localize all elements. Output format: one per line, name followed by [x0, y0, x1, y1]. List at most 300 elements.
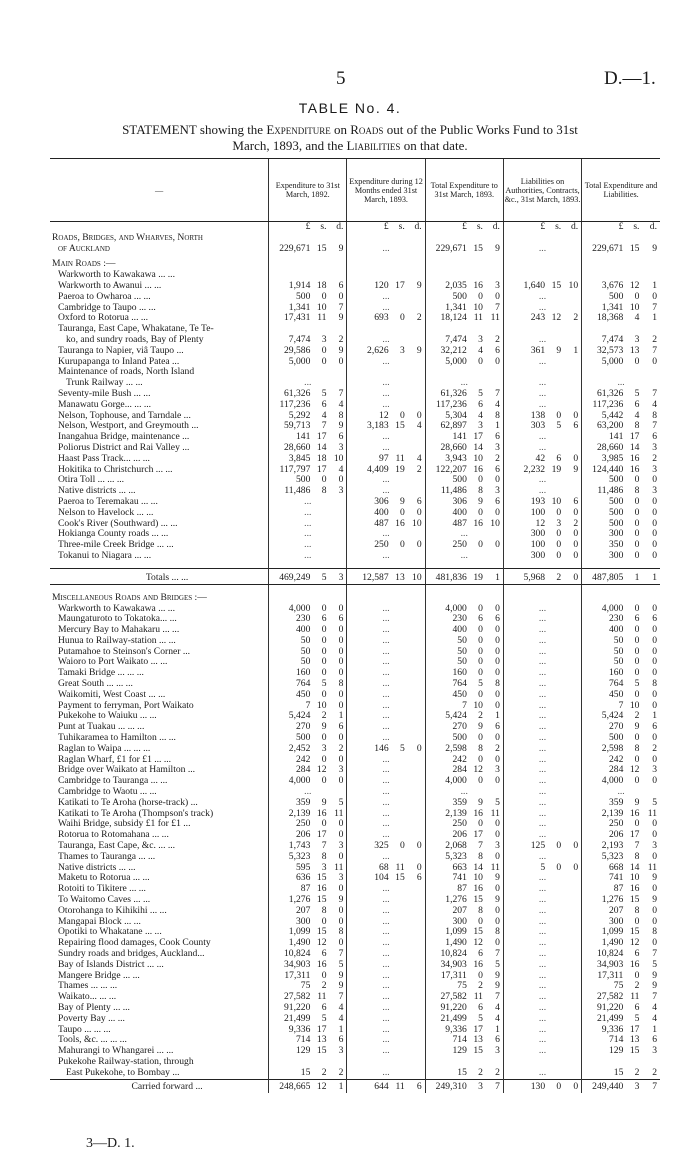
cell-c1-pence: 6 [338, 722, 344, 733]
cell-c5-pounds: 400 [582, 625, 626, 636]
cell-c1-pounds: 500 [269, 475, 313, 486]
cell-c2-shillings: 16 [395, 518, 405, 529]
cell-c4-pence: 0 [573, 529, 579, 540]
unit-pence: d. [492, 221, 500, 232]
cell-c3-pence: 0 [495, 475, 500, 486]
cell-c4-pounds: 5,968 [503, 568, 547, 584]
cell-c3-pence: 11 [490, 313, 500, 324]
misc-road-row [50, 733, 660, 744]
statement-text: March, 1893, and the [232, 138, 344, 153]
sheet-signature: 3—D. 1. [86, 1136, 135, 1151]
misc-road-name: Katikati to Te Aroha (Thompson's track) [58, 808, 214, 819]
main-road-name: Trunk Railway ... ... [66, 378, 143, 389]
cell-c3-pence: 5 [495, 797, 500, 808]
main-road-row [50, 400, 660, 411]
cell-c1-shillings: 0 [321, 291, 327, 302]
cell-c5-pence: 7 [641, 1079, 660, 1093]
cell-c1-pounds: 284 [269, 765, 313, 776]
cell-c5-shillings: 9 [634, 797, 640, 808]
cell-c3-shillings: 16 [473, 518, 483, 529]
cell-c3-pounds: 61,326 [425, 389, 469, 400]
cell-c4-nil: ... [503, 244, 581, 255]
cell-c4-nil: ... [503, 657, 581, 668]
cell-c2-pounds: 68 [347, 863, 391, 874]
cell-c1-pence: 3 [328, 568, 346, 584]
misc-road-name: Raglan Wharf, £1 for £1 ... ... [58, 754, 172, 765]
cell-c1-pence: 0 [338, 668, 344, 679]
cell-c3-pence: 4 [495, 1002, 500, 1013]
cell-c3-pence: 9 [495, 981, 500, 992]
cell-c4-nil: ... [503, 1046, 581, 1057]
cell-c5-shillings: 0 [634, 540, 640, 551]
misc-road-row [50, 647, 660, 658]
cell-c1-shillings: 0 [321, 635, 327, 646]
unit-pounds: £ [503, 222, 547, 233]
main-road-row [50, 421, 660, 432]
column-header-exp-12-months: Expenditure during 12 Months ended 31st March, 1893. [347, 159, 425, 222]
misc-road-row [50, 668, 660, 679]
cell-c4-nil: ... [503, 917, 581, 928]
cell-c3-pence: 1 [495, 421, 500, 432]
cell-c4-pence: 0 [563, 568, 581, 584]
cell-c3-pounds: 229,671 [425, 244, 469, 255]
cell-c5-pence: 2 [652, 1067, 657, 1078]
misc-road-name: Mercury Bay to Mahakaru ... ... [58, 625, 180, 636]
cell-c1-pounds: 50 [269, 657, 313, 668]
cell-c5-pence: 0 [652, 851, 657, 862]
cell-c5-pounds: 764 [582, 679, 626, 690]
cell-c2-nil: ... [347, 701, 425, 712]
cell-c1-pounds: 300 [269, 917, 313, 928]
misc-road-row [50, 711, 660, 722]
cell-c4-nil: ... [503, 971, 581, 982]
cell-c3-pounds: 34,903 [425, 960, 469, 971]
cell-c2-shillings: 0 [399, 313, 405, 324]
cell-c3-shillings: 3 [478, 421, 483, 432]
cell-c1-pence: 0 [338, 603, 344, 614]
cell-c3-shillings: 5 [478, 679, 483, 690]
cell-c3-pounds: 122,207 [425, 465, 469, 476]
cell-c1-pence: 3 [338, 486, 344, 497]
cell-c5-nil: ... [582, 378, 660, 389]
cell-c4-empty [503, 1057, 581, 1068]
main-road-name: Nelson, Westport, and Greymouth ... [58, 421, 199, 432]
cell-c3-pence: 0 [495, 819, 500, 830]
cell-c5-shillings: 3 [625, 1079, 641, 1093]
cell-c4-nil: ... [503, 1003, 581, 1014]
cell-c2-nil: ... [347, 722, 425, 733]
cell-c2-nil: ... [347, 614, 425, 625]
cell-c3-shillings: 8 [478, 486, 483, 497]
cell-c1-nil: ... [269, 540, 347, 551]
cell-c1-shillings: 0 [321, 776, 327, 787]
cell-c1-shillings: 18 [316, 453, 327, 464]
cell-c5-pence: 9 [652, 970, 657, 981]
cell-c4-nil: ... [503, 303, 581, 314]
cell-c5-shillings: 0 [634, 657, 640, 668]
cell-c3-shillings: 0 [478, 657, 483, 668]
cell-c3-shillings: 0 [478, 646, 483, 657]
cell-c3-pounds: 129 [425, 1046, 469, 1057]
cell-c1-shillings: 16 [316, 959, 327, 970]
misc-road-row [50, 981, 660, 992]
cell-c5-pounds: 500 [582, 292, 626, 303]
cell-c3-pounds: 141 [425, 432, 469, 443]
cell-c3-shillings: 17 [473, 432, 483, 443]
misc-road-name: Warkworth to Kawakawa ... ... [58, 603, 175, 614]
cell-c3-shillings: 0 [478, 776, 483, 787]
cell-c5-shillings: 6 [634, 614, 640, 625]
cell-c3-shillings: 0 [478, 819, 483, 830]
cell-c3-shillings: 3 [469, 1079, 485, 1093]
cell-c3-shillings: 9 [478, 797, 483, 808]
cell-c5-shillings: 8 [634, 905, 640, 916]
cell-c2-nil: ... [347, 647, 425, 658]
misc-road-name: Mahurangi to Whangarei ... ... [58, 1046, 174, 1057]
cell-c4-nil: ... [503, 432, 581, 443]
cell-c1-pounds: 5,000 [269, 357, 313, 368]
main-road-row [50, 313, 660, 324]
unit-shillings: s. [555, 221, 562, 232]
misc-road-name: Pukekohe to Waiuku ... ... [58, 711, 157, 722]
cell-c4-pounds: 42 [503, 454, 547, 465]
cell-c3-pence: 7 [485, 1079, 503, 1093]
cell-c5-shillings: 12 [629, 280, 640, 291]
cell-c4-nil: ... [503, 787, 581, 798]
cell-c4-pence: 0 [573, 841, 579, 852]
cell-c3-pence: 4 [495, 1013, 500, 1024]
cell-c4-nil: ... [503, 798, 581, 809]
cell-c3-shillings: 14 [473, 442, 483, 453]
unit-pence: d. [649, 221, 657, 232]
cell-c2-pounds: 644 [347, 1079, 391, 1093]
cell-c3-nil: ... [425, 787, 503, 798]
cell-c1-shillings: 6 [321, 1002, 327, 1013]
cell-c2-nil: ... [347, 949, 425, 960]
cell-c5-shillings: 0 [634, 518, 640, 529]
cell-c5-pounds: 500 [582, 519, 626, 530]
cell-c3-pounds: 4,000 [425, 604, 469, 615]
cell-c1-pence: 0 [338, 700, 344, 711]
main-road-name: Cook's River (Southward) ... ... [58, 518, 178, 529]
misc-road-row [50, 841, 660, 852]
cell-c3-empty [425, 270, 503, 281]
cell-c1-pounds: 1,341 [269, 303, 313, 314]
cell-c5-shillings: 0 [634, 635, 640, 646]
cell-c1-pounds: 500 [269, 733, 313, 744]
cell-c3-shillings: 0 [478, 970, 483, 981]
cell-c3-pounds: 487 [425, 519, 469, 530]
misc-road-row [50, 895, 660, 906]
cell-c4-nil: ... [503, 1025, 581, 1036]
cell-c2-nil: ... [347, 1068, 425, 1079]
cell-c3-pounds: 18,124 [425, 313, 469, 324]
cell-c2-nil: ... [347, 690, 425, 701]
main-road-name: Otira Toll ... ... ... [58, 475, 125, 486]
cell-c1-pence: 0 [338, 819, 344, 830]
cell-c5-nil: ... [582, 787, 660, 798]
cell-c5-pence: 8 [652, 927, 657, 938]
misc-road-name: Waihi Bridge, subsidy £1 for £1 ... [58, 819, 191, 830]
cell-c5-pounds: 63,200 [582, 421, 626, 432]
cell-c2-pounds: 12 [347, 411, 391, 422]
unit-pence: d. [570, 221, 579, 232]
cell-c4-nil: ... [503, 475, 581, 486]
misc-road-row [50, 787, 660, 798]
misc-road-name: To Waitomo Caves ... ... [58, 895, 151, 906]
cell-c3-pence: 0 [495, 733, 500, 744]
cell-c4-pence: 6 [573, 496, 579, 507]
cell-c3-shillings: 8 [478, 905, 483, 916]
main-road-name: Warkworth to Awanui ... ... [58, 280, 162, 291]
cell-c2-nil: ... [347, 830, 425, 841]
cell-c3-shillings: 0 [478, 689, 483, 700]
cell-c2-nil: ... [347, 1035, 425, 1046]
main-road-name: Warkworth to Kawakawa ... ... [58, 270, 175, 281]
cell-c5-pounds: 9,336 [582, 1025, 626, 1036]
cell-c1-shillings: 6 [321, 399, 327, 410]
cell-c3-pence: 9 [495, 873, 500, 884]
misc-road-name: Tuhikaramea to Hamilton ... ... [58, 733, 176, 744]
main-road-name: Tauranga, East Cape, Whakatane, Te Te- [58, 324, 214, 335]
cell-c4-nil: ... [503, 949, 581, 960]
misc-road-row [50, 776, 660, 787]
cell-c4-nil: ... [503, 604, 581, 615]
misc-road-row [50, 1046, 660, 1057]
misc-road-row [50, 636, 660, 647]
cell-c5-pounds: 11,486 [582, 486, 626, 497]
column-header-exp-1892: Expenditure to 31st March, 1892. [269, 159, 347, 222]
cell-c5-shillings: 8 [634, 851, 640, 862]
cell-c4-pounds: 361 [503, 346, 547, 357]
cell-c1-shillings: 17 [316, 432, 327, 443]
cell-c5-pence: 3 [652, 841, 657, 852]
cell-c1-shillings: 5 [321, 679, 327, 690]
cell-c2-pence: 6 [416, 496, 422, 507]
cell-c3-pence: 6 [495, 345, 500, 356]
cell-c3-pounds: 2,035 [425, 281, 469, 292]
cell-c1-pence: 5 [338, 797, 344, 808]
cell-c5-pounds: 230 [582, 614, 626, 625]
cell-c4-pence: 2 [573, 518, 579, 529]
cell-c3-pence: 0 [495, 938, 500, 949]
cell-c1-pounds: 9,336 [269, 1025, 313, 1036]
main-road-row [50, 346, 660, 357]
cell-c5-pounds: 1,341 [582, 303, 626, 314]
cell-c2-nil: ... [347, 679, 425, 690]
cell-c5-pounds: 124,440 [582, 465, 626, 476]
cell-c3-pounds: 242 [425, 755, 469, 766]
main-road-name: Nelson, Tophouse, and Tarndale ... [58, 410, 191, 421]
cell-c1-shillings: 15 [316, 1046, 327, 1057]
cell-c2-nil: ... [347, 1014, 425, 1025]
cell-c3-pounds: 1,490 [425, 938, 469, 949]
cell-c4-nil: ... [503, 776, 581, 787]
cell-c1-pounds: 87 [269, 884, 313, 895]
cell-c5-pence: 4 [652, 1013, 657, 1024]
cell-c4-pounds: 1,640 [503, 281, 547, 292]
cell-c4-pence: 9 [573, 464, 579, 475]
cell-c3-shillings: 0 [478, 603, 483, 614]
cell-c1-shillings: 16 [316, 884, 327, 895]
cell-c2-nil: ... [347, 906, 425, 917]
cell-c4-pounds: 138 [503, 411, 547, 422]
cell-c1-shillings: 0 [321, 733, 327, 744]
cell-c4-pence: 0 [573, 453, 579, 464]
statement-text: Liabilities [346, 138, 401, 153]
cell-c1-pounds: 28,660 [269, 443, 313, 454]
north-auckland-row-1 [50, 233, 660, 244]
cell-c1-shillings: 3 [321, 862, 327, 873]
misc-road-row [50, 1068, 660, 1079]
cell-c3-shillings: 17 [473, 1024, 483, 1035]
cell-c3-pence: 0 [495, 851, 500, 862]
table-body [50, 222, 660, 1093]
cell-c1-pounds: 11,486 [269, 486, 313, 497]
misc-road-row [50, 906, 660, 917]
cell-c3-pounds: 230 [425, 614, 469, 625]
cell-c3-pounds: 500 [425, 292, 469, 303]
cell-c1-pence: 3 [338, 765, 344, 776]
cell-c2-nil: ... [347, 895, 425, 906]
cell-c1-pounds: 59,713 [269, 421, 313, 432]
cell-c2-empty [347, 367, 425, 378]
cell-c5-pounds: 1,099 [582, 927, 626, 938]
cell-c1-pounds: 500 [269, 292, 313, 303]
misc-road-name: Maketu to Rotorua ... ... [58, 873, 150, 884]
cell-c1-shillings: 15 [316, 895, 327, 906]
cell-c1-pounds: 206 [269, 830, 313, 841]
cell-c5-pounds: 450 [582, 690, 626, 701]
main-road-row [50, 519, 660, 530]
cell-c3-pounds: 1,099 [425, 927, 469, 938]
cell-c5-shillings: 15 [629, 895, 640, 906]
cell-c1-pence: 1 [338, 711, 344, 722]
misc-road-row [50, 884, 660, 895]
cell-c5-pence: 6 [652, 722, 657, 733]
cell-c1-pence: 9 [338, 313, 344, 324]
cell-c5-pence: 0 [652, 689, 657, 700]
cell-c5-shillings: 9 [634, 722, 640, 733]
cell-c3-pence: 7 [495, 302, 500, 313]
cell-c3-pounds: 15 [425, 1068, 469, 1079]
cell-c5-pence: 6 [652, 614, 657, 625]
cell-c1-shillings: 8 [321, 486, 327, 497]
misc-road-name: Repairing flood damages, Cook County [58, 938, 211, 949]
cell-c5-pence: 9 [652, 873, 657, 884]
cell-c5-pounds: 3,676 [582, 281, 626, 292]
cell-c5-shillings: 7 [634, 841, 640, 852]
cell-c3-shillings: 15 [473, 1046, 483, 1057]
cell-c1-pounds: 207 [269, 906, 313, 917]
cell-c4-nil: ... [503, 895, 581, 906]
cell-c1-shillings: 2 [321, 711, 327, 722]
cell-c5-pence: 8 [652, 410, 657, 421]
statement-text: on [334, 122, 348, 137]
misc-road-row [50, 1025, 660, 1036]
main-road-name: Tokanui to Niagara ... ... [58, 550, 152, 561]
cell-c5-pounds: 350 [582, 540, 626, 551]
cell-c3-shillings: 13 [473, 1035, 483, 1046]
misc-road-name: Waikato... ... ... [58, 992, 117, 1003]
cell-c1-shillings: 6 [321, 614, 327, 625]
cell-c1-pounds: 764 [269, 679, 313, 690]
cell-c5-pounds: 1,276 [582, 895, 626, 906]
cell-c2-shillings: 13 [391, 568, 407, 584]
cell-c1-pence: 0 [338, 916, 344, 927]
cell-c1-shillings: 17 [316, 464, 327, 475]
cell-c5-pounds: 3,985 [582, 454, 626, 465]
cell-c4-shillings: 12 [551, 313, 562, 324]
main-road-name: Inangahua Bridge, maintenance ... [58, 432, 190, 443]
cell-c4-shillings: 10 [551, 496, 562, 507]
cell-c1-nil: ... [269, 378, 347, 389]
main-road-name: Nelson to Havelock ... ... [58, 507, 154, 518]
cell-c2-nil: ... [347, 636, 425, 647]
misc-road-name: Tools, &c. ... ... ... [58, 1035, 127, 1046]
cell-c5-pounds: 160 [582, 668, 626, 679]
cell-c1-pounds: 359 [269, 798, 313, 809]
cell-c5-pounds: 129 [582, 1046, 626, 1057]
unit-shillings: s. [398, 221, 405, 232]
cell-c2-pounds: 487 [347, 519, 391, 530]
cell-c4-pence: 0 [563, 1079, 581, 1093]
cell-c2-pounds: 97 [347, 454, 391, 465]
unit-pounds: £ [425, 222, 469, 233]
cell-c5-pounds: 714 [582, 1035, 626, 1046]
cell-c4-nil: ... [503, 733, 581, 744]
cell-c3-shillings: 11 [473, 313, 483, 324]
cell-c3-pence: 0 [495, 830, 500, 841]
cell-c3-shillings: 9 [478, 496, 483, 507]
cell-c5-shillings: 17 [629, 830, 640, 841]
cell-c1-shillings: 0 [321, 603, 327, 614]
cell-c2-pence: 10 [407, 568, 425, 584]
misc-road-name: Cambridge to Waotu ... ... [58, 787, 157, 798]
cell-c1-pounds: 400 [269, 625, 313, 636]
cell-c5-pence: 0 [652, 496, 657, 507]
cell-c5-pounds: 741 [582, 873, 626, 884]
cell-c3-pounds: 17,311 [425, 971, 469, 982]
misc-road-row [50, 755, 660, 766]
cell-c5-shillings: 8 [634, 486, 640, 497]
cell-c2-shillings: 0 [399, 540, 405, 551]
cell-c1-pounds: 4,000 [269, 604, 313, 615]
cell-c5-empty [582, 324, 660, 335]
cell-c3-pounds: 75 [425, 981, 469, 992]
cell-c2-nil: ... [347, 733, 425, 744]
cell-c3-pence: 3 [495, 280, 500, 291]
cell-c1-pence: 6 [338, 432, 344, 443]
cell-c4-nil: ... [503, 809, 581, 820]
cell-c3-pounds: 5,000 [425, 357, 469, 368]
cell-c1-pence: 3 [338, 1046, 344, 1057]
cell-c3-shillings: 10 [473, 873, 483, 884]
cell-c5-empty [582, 270, 660, 281]
misc-road-name: Katikati to Te Aroha (horse-track) ... [58, 797, 198, 808]
cell-c4-nil: ... [503, 873, 581, 884]
cell-c4-nil: ... [503, 938, 581, 949]
cell-c1-pence: 9 [338, 895, 344, 906]
cell-c3-shillings: 15 [473, 243, 483, 254]
cell-c3-pence: 0 [495, 668, 500, 679]
cell-c3-shillings: 16 [473, 280, 483, 291]
cell-c3-shillings: 14 [473, 862, 483, 873]
cell-c5-pence: 7 [652, 421, 657, 432]
cell-c1-pounds: 34,903 [269, 960, 313, 971]
main-road-row [50, 324, 660, 335]
cell-c3-shillings: 15 [473, 895, 483, 906]
